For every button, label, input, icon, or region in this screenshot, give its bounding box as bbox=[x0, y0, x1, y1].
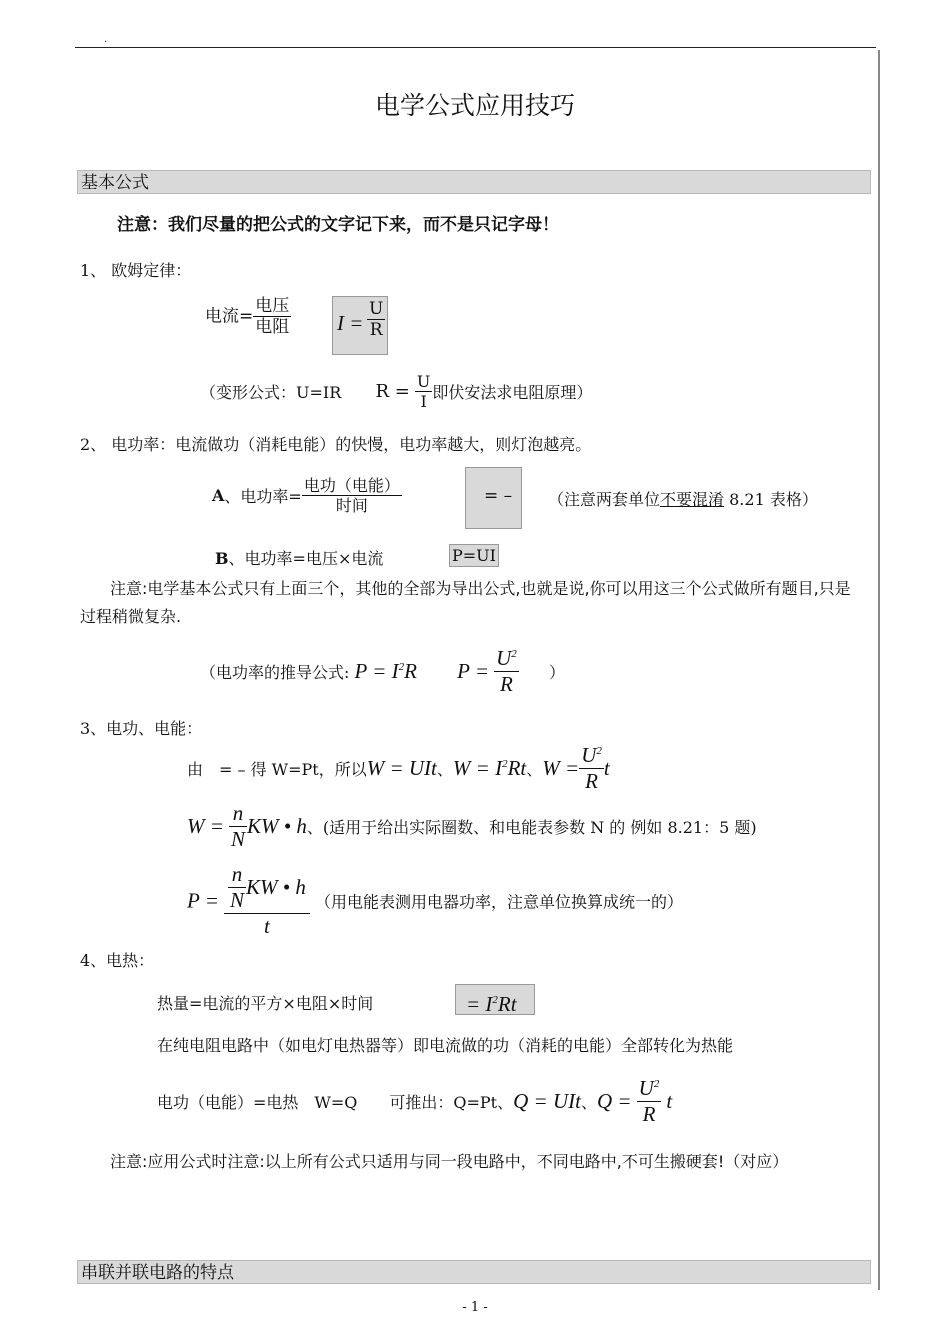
heat-box-end: Rt bbox=[497, 992, 517, 1016]
power-b-text: 、电功率=电压×电流 bbox=[228, 549, 384, 568]
ohm-variant-den: I bbox=[420, 392, 427, 412]
main-note: 注意：我们尽量的把公式的文字记下来，而不是只记字母！ bbox=[117, 215, 559, 235]
top-rule bbox=[75, 47, 876, 48]
header-dot: . bbox=[104, 34, 108, 45]
power-a-note bbox=[548, 487, 818, 510]
power-derive-f2-den: R bbox=[500, 672, 513, 697]
heat-l3-sep: 、 bbox=[580, 1093, 597, 1113]
work-l1-f1: W = UIt bbox=[366, 756, 437, 781]
ohm-formula-box bbox=[332, 296, 388, 355]
ohm-variant-fraction bbox=[415, 372, 432, 411]
power-derive-f2: P = bbox=[457, 659, 490, 684]
heat-l3-num-u: U bbox=[638, 1076, 654, 1100]
work-l1-f2-end: Rt bbox=[507, 756, 527, 781]
work-l1-f3-fraction bbox=[579, 743, 604, 794]
heat-line1: 热量=电流的平方×电阻×时间 bbox=[157, 994, 374, 1013]
heat-formula-box bbox=[455, 984, 535, 1015]
heat-l3-fraction bbox=[637, 1076, 662, 1127]
work-l3-note: （用电能表测用电器功率，注意单位换算成统一的） bbox=[314, 892, 683, 912]
heat-line2: 在纯电阻电路中（如电灯电热器等）即电流做的功（消耗的电能）全部转化为热能 bbox=[157, 1036, 734, 1055]
work-l3-den: t bbox=[263, 914, 270, 939]
power-a-label: A bbox=[212, 486, 225, 506]
power-a-note-3: 8.21 表格） bbox=[724, 490, 818, 509]
heat-l3-num bbox=[637, 1076, 662, 1102]
work-l3-num bbox=[224, 862, 310, 914]
ohm-word-den: 电阻 bbox=[255, 317, 290, 338]
work-l1-sep2: 、 bbox=[526, 760, 543, 780]
heat-l3-f2: Q = bbox=[596, 1089, 632, 1114]
work-l2-end: KW • h bbox=[247, 814, 307, 839]
power-a-note-1: （注意两套单位 bbox=[548, 490, 661, 509]
ohm-variant-c: 即伏安法求电阻原理） bbox=[432, 383, 593, 403]
ohm-formula-den: R bbox=[369, 320, 383, 341]
power-derive-f2-num bbox=[494, 646, 519, 672]
page-number: - 1 - bbox=[462, 1300, 488, 1315]
heat-line3 bbox=[157, 1076, 672, 1127]
work-l2-fraction bbox=[229, 801, 247, 852]
work-l1-f3: W = bbox=[542, 756, 580, 781]
ohm-word-num: 电压 bbox=[255, 296, 290, 316]
power-a-num: 电功（电能） bbox=[303, 476, 400, 495]
ohm-formula-lhs: I = bbox=[337, 311, 364, 335]
ohm-heading: 1、 欧姆定律： bbox=[80, 261, 192, 280]
heat-l3-f1: Q = UIt bbox=[513, 1089, 581, 1114]
power-note-line1: 注意:电学基本公式只有上面三个，其他的全部为导出公式,也就是说,你可以用这三个公式做所有题目,只是 bbox=[110, 579, 851, 598]
work-l3-inner-fraction bbox=[228, 862, 246, 913]
power-a-text: 、电功率= bbox=[224, 487, 302, 507]
ohm-prefix: 电流= bbox=[205, 306, 254, 327]
section-basic-formulas: 基本公式 bbox=[77, 170, 871, 194]
heat-box-sup: 2 bbox=[492, 994, 498, 1006]
ohm-word-formula bbox=[205, 296, 291, 338]
work-l1-f3-num bbox=[579, 743, 604, 769]
ohm-word-fraction bbox=[253, 296, 291, 338]
work-l2-lhs: W = bbox=[187, 814, 224, 839]
ohm-formula-num: U bbox=[369, 299, 384, 319]
work-l3-fraction bbox=[224, 862, 310, 940]
work-l2-den: N bbox=[231, 827, 246, 852]
page-title: 电学公式应用技巧 bbox=[374, 91, 575, 120]
power-derive-f1-sup: 2 bbox=[398, 661, 405, 674]
ohm-variant-num: U bbox=[416, 372, 431, 391]
power-b-formula bbox=[215, 546, 383, 569]
power-derive-f2-sup: 2 bbox=[511, 648, 517, 660]
power-a-note-2: 不要混淆 bbox=[660, 490, 725, 509]
power-derive-f1-lhs: P = I bbox=[354, 659, 399, 684]
work-l1-f2 bbox=[453, 756, 526, 780]
power-a-den: 时间 bbox=[335, 496, 368, 516]
work-l1-f3-num-u: U bbox=[581, 743, 597, 767]
work-l3-inner-den: N bbox=[229, 888, 244, 913]
ohm-variant-b: R = bbox=[375, 381, 410, 403]
work-l1-f2-lhs: W = I bbox=[452, 756, 503, 781]
heat-l3-sup: 2 bbox=[653, 1078, 660, 1090]
work-l1-f3-sup: 2 bbox=[596, 745, 602, 757]
heat-heading: 4、电热： bbox=[80, 951, 155, 970]
power-derive-f1-end: R bbox=[404, 659, 417, 684]
work-l1-sep1: 、 bbox=[436, 760, 453, 780]
work-line3 bbox=[187, 862, 683, 940]
heat-l3-text: 电功（电能）=电热 W=Q 可推出：Q=Pt、 bbox=[157, 1093, 514, 1113]
work-l3-inner-num: n bbox=[228, 862, 246, 888]
power-derive-f2-num-u: U bbox=[496, 646, 512, 670]
power-b-label: B bbox=[215, 549, 229, 568]
power-a-fraction bbox=[302, 476, 402, 515]
power-derive-f1 bbox=[355, 659, 417, 683]
section-series-parallel: 串联并联电路的特点 bbox=[77, 1260, 871, 1284]
power-a-box-text: = – bbox=[484, 486, 513, 506]
ohm-variant bbox=[200, 372, 592, 411]
work-l1-f2-sup: 2 bbox=[502, 758, 508, 771]
ohm-formula-fraction bbox=[367, 299, 385, 341]
power-b-box: P=UI bbox=[449, 544, 499, 567]
work-l1-f3-end: t bbox=[603, 756, 610, 781]
power-a-box bbox=[465, 467, 522, 529]
work-l2-note: 、(适用于给出实际圈数、和电能表参数 N 的 例如 8.21：5 题) bbox=[306, 818, 757, 838]
work-line1 bbox=[187, 743, 610, 794]
power-derive-end: ） bbox=[548, 663, 565, 683]
power-a-formula bbox=[212, 476, 402, 515]
heat-l3-end: t bbox=[666, 1089, 673, 1114]
work-l1-f3-den: R bbox=[585, 769, 598, 794]
work-l1-text: 由 = – 得 W=Pt，所以 bbox=[187, 760, 367, 780]
power-heading: 2、 电功率：电流做功（消耗电能）的快慢，电功率越大，则灯泡越亮。 bbox=[80, 435, 592, 454]
heat-l3-den: R bbox=[642, 1102, 656, 1127]
final-note: 注意:应用公式时注意:以上所有公式只适用与同一段电路中，不同电路中,不可生搬硬套!（对应） bbox=[110, 1152, 789, 1171]
work-l3-num-end: KW • h bbox=[245, 875, 306, 900]
power-derive-f2-fraction bbox=[494, 646, 519, 697]
work-heading: 3、电功、电能： bbox=[80, 719, 203, 738]
work-line2 bbox=[187, 801, 757, 852]
power-derive-prefix: （电功率的推导公式: bbox=[200, 663, 350, 683]
right-rule bbox=[878, 50, 880, 1290]
work-l2-num: n bbox=[229, 801, 247, 827]
power-note-line2: 过程稍微复杂. bbox=[80, 607, 182, 626]
work-l3-lhs: P = bbox=[187, 888, 219, 913]
heat-box-lhs: = I bbox=[466, 992, 493, 1016]
ohm-variant-a: （变形公式：U=IR bbox=[200, 383, 342, 403]
power-derive bbox=[200, 646, 565, 697]
